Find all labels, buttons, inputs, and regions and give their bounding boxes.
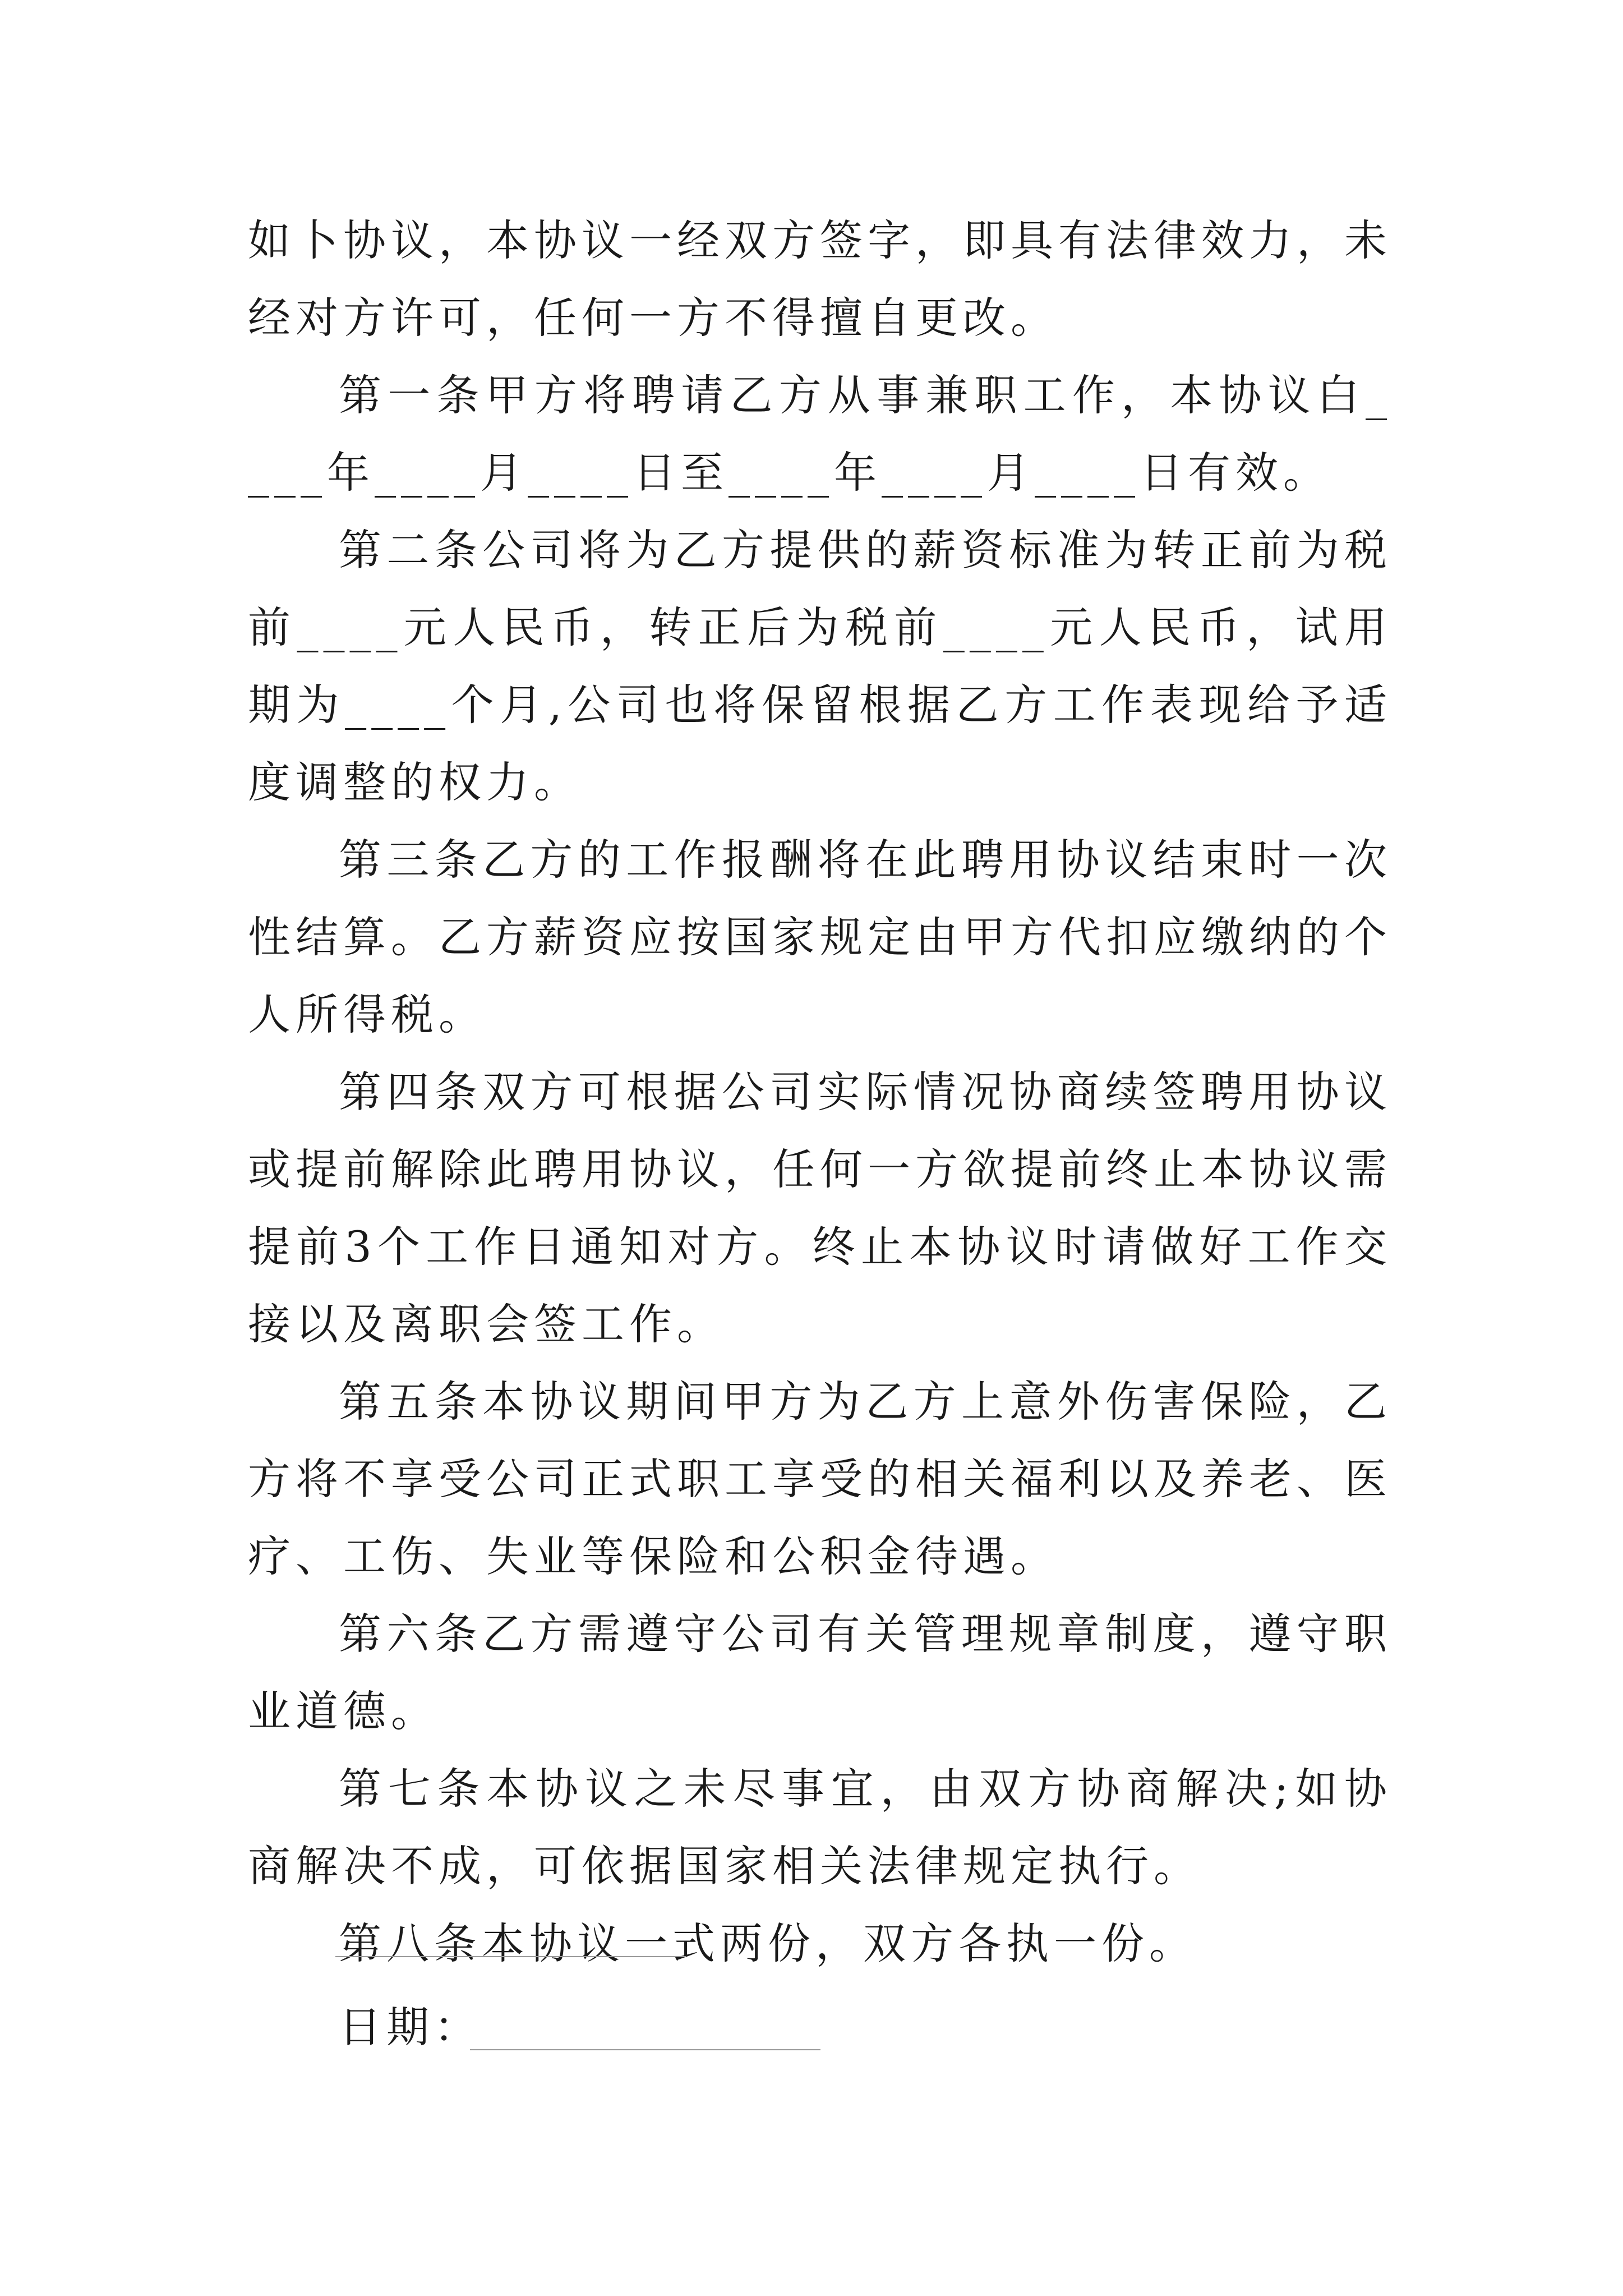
paragraph-article-5: 第五条本协议期间甲方为乙方上意外伤害保险，乙方将不享受公司正式职工享受的相关福利以及养老、医疗、工伤、失业等保险和公积金待遇。 — [248, 1377, 1392, 1581]
date-blank-line — [470, 2049, 820, 2050]
paragraph-article-1: 第一条甲方将聘请乙方从事兼职工作，本协议白____年____月____日至____年____月____日有效。 — [248, 370, 1392, 498]
paragraph-intro: 如卜协议，本协议一经双方签字，即具有法律效力，未经对方许可，任何一方不得擅自更改。 — [248, 215, 1392, 343]
paragraph-article-2: 第二条公司将为乙方提供的薪资标准为转正前为税前____元人民币，转正后为税前____元人民币，试用期为____个月,公司也将保留根据乙方工作表现给予适度调整的权力。 — [248, 525, 1392, 807]
date-label: 日期： — [339, 2002, 482, 2052]
agreement-body — [248, 202, 1392, 1982]
date-row — [339, 1989, 482, 2066]
paragraph-article-6: 第六条乙方需遵守公司有关管理规章制度，遵守职业道德。 — [248, 1609, 1392, 1736]
paragraph-article-4: 第四条双方可根据公司实际情况协商续签聘用协议或提前解除此聘用协议，任何一方欲提前终止本协议需提前3个工作日通知对方。终止本协议时请做好工作交接以及离职会签工作。 — [248, 1067, 1392, 1349]
signature-line — [335, 1956, 686, 1957]
paragraph-article-7: 第七条本协议之未尽事宜，由双方协商解决;如协商解决不成，可依据国家相关法律规定执行。 — [248, 1764, 1392, 1891]
paragraph-article-3: 第三条乙方的工作报酬将在此聘用协议结束时一次性结算。乙方薪资应按国家规定由甲方代扣应缴纳的个人所得税。 — [248, 835, 1392, 1039]
paragraph-article-8: 第八条本协议一式两份，双方各执一份。 — [339, 1918, 1197, 1968]
